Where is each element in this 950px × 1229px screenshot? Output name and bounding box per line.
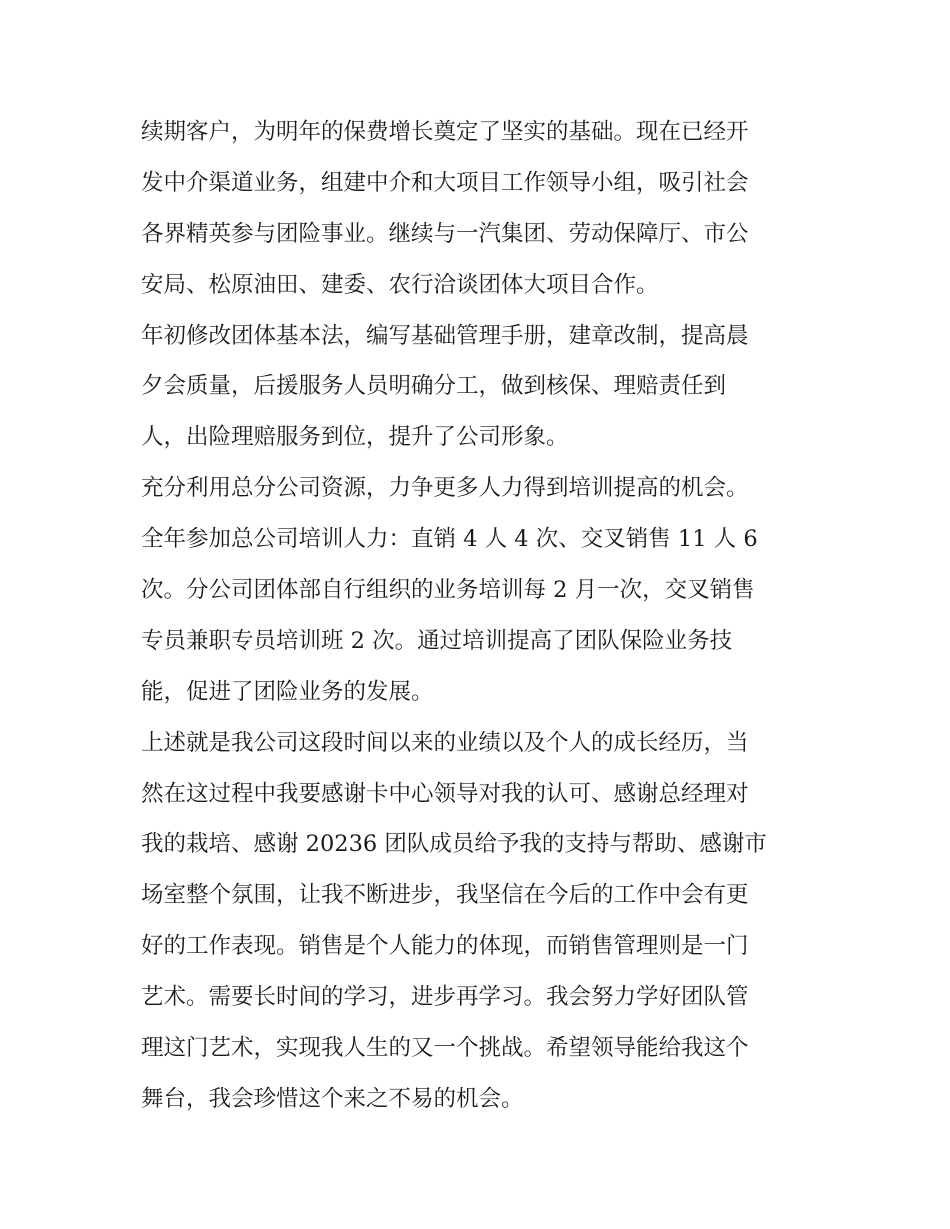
text-line: 上述就是我公司这段时间以来的业绩以及个人的成长经历，当 [141, 729, 749, 756]
text-line: 年初修改团体基本法，编写基础管理手册，建章改制，提高晨 [141, 322, 749, 349]
paragraph-3 [141, 463, 821, 717]
text-line: 理这门艺术，实现我人生的又一个挑战。希望领导能给我这个 [141, 1035, 749, 1062]
text-line: 夕会质量，后援服务人员明确分工，做到核保、理赔责任到 [141, 373, 727, 400]
paragraph-4 [141, 718, 821, 1125]
text-line: 安局、松原油田、建委、农行洽谈团体大项目合作。 [141, 271, 659, 298]
text-line: 次。分公司团体部自行组织的业务培训每 2 月一次，交叉销售 [141, 577, 755, 604]
text-line: 能，促进了团险业务的发展。 [141, 678, 434, 705]
text-line: 专员兼职专员培训班 2 次。通过培训提高了团队保险业务技 [141, 627, 733, 654]
text-line: 舞台，我会珍惜这个来之不易的机会。 [141, 1085, 524, 1112]
text-line: 好的工作表现。销售是个人能力的体现，而销售管理则是一门 [141, 933, 749, 960]
text-line: 续期客户，为明年的保费增长奠定了坚实的基础。现在已经开 [141, 119, 749, 145]
text-line: 然在这过程中我要感谢卡中心领导对我的认可、感谢总经理对 [141, 780, 749, 807]
text-line: 艺术。需要长时间的学习，进步再学习。我会努力学好团队管 [141, 984, 749, 1011]
paragraph-2 [141, 311, 821, 464]
text-line: 全年参加总公司培训人力：直销 4 人 4 次、交叉销售 11 人 6 [141, 526, 758, 553]
text-line: 发中介渠道业务，组建中介和大项目工作领导小组，吸引社会 [141, 169, 749, 196]
text-line: 充分利用总分公司资源，力争更多人力得到培训提高的机会。 [141, 475, 749, 502]
paragraph-1 [141, 107, 821, 311]
text-line: 场室整个氛围，让我不断进步，我坚信在今后的工作中会有更 [141, 882, 749, 909]
document-body [141, 107, 821, 1125]
text-line: 各界精英参与团险事业。继续与一汽集团、劳动保障厅、市公 [141, 220, 749, 247]
text-line: 人，出险理赔服务到位，提升了公司形象。 [141, 424, 569, 451]
text-line: 我的栽培、感谢 20236 团队成员给予我的支持与帮助、感谢市 [141, 831, 767, 858]
